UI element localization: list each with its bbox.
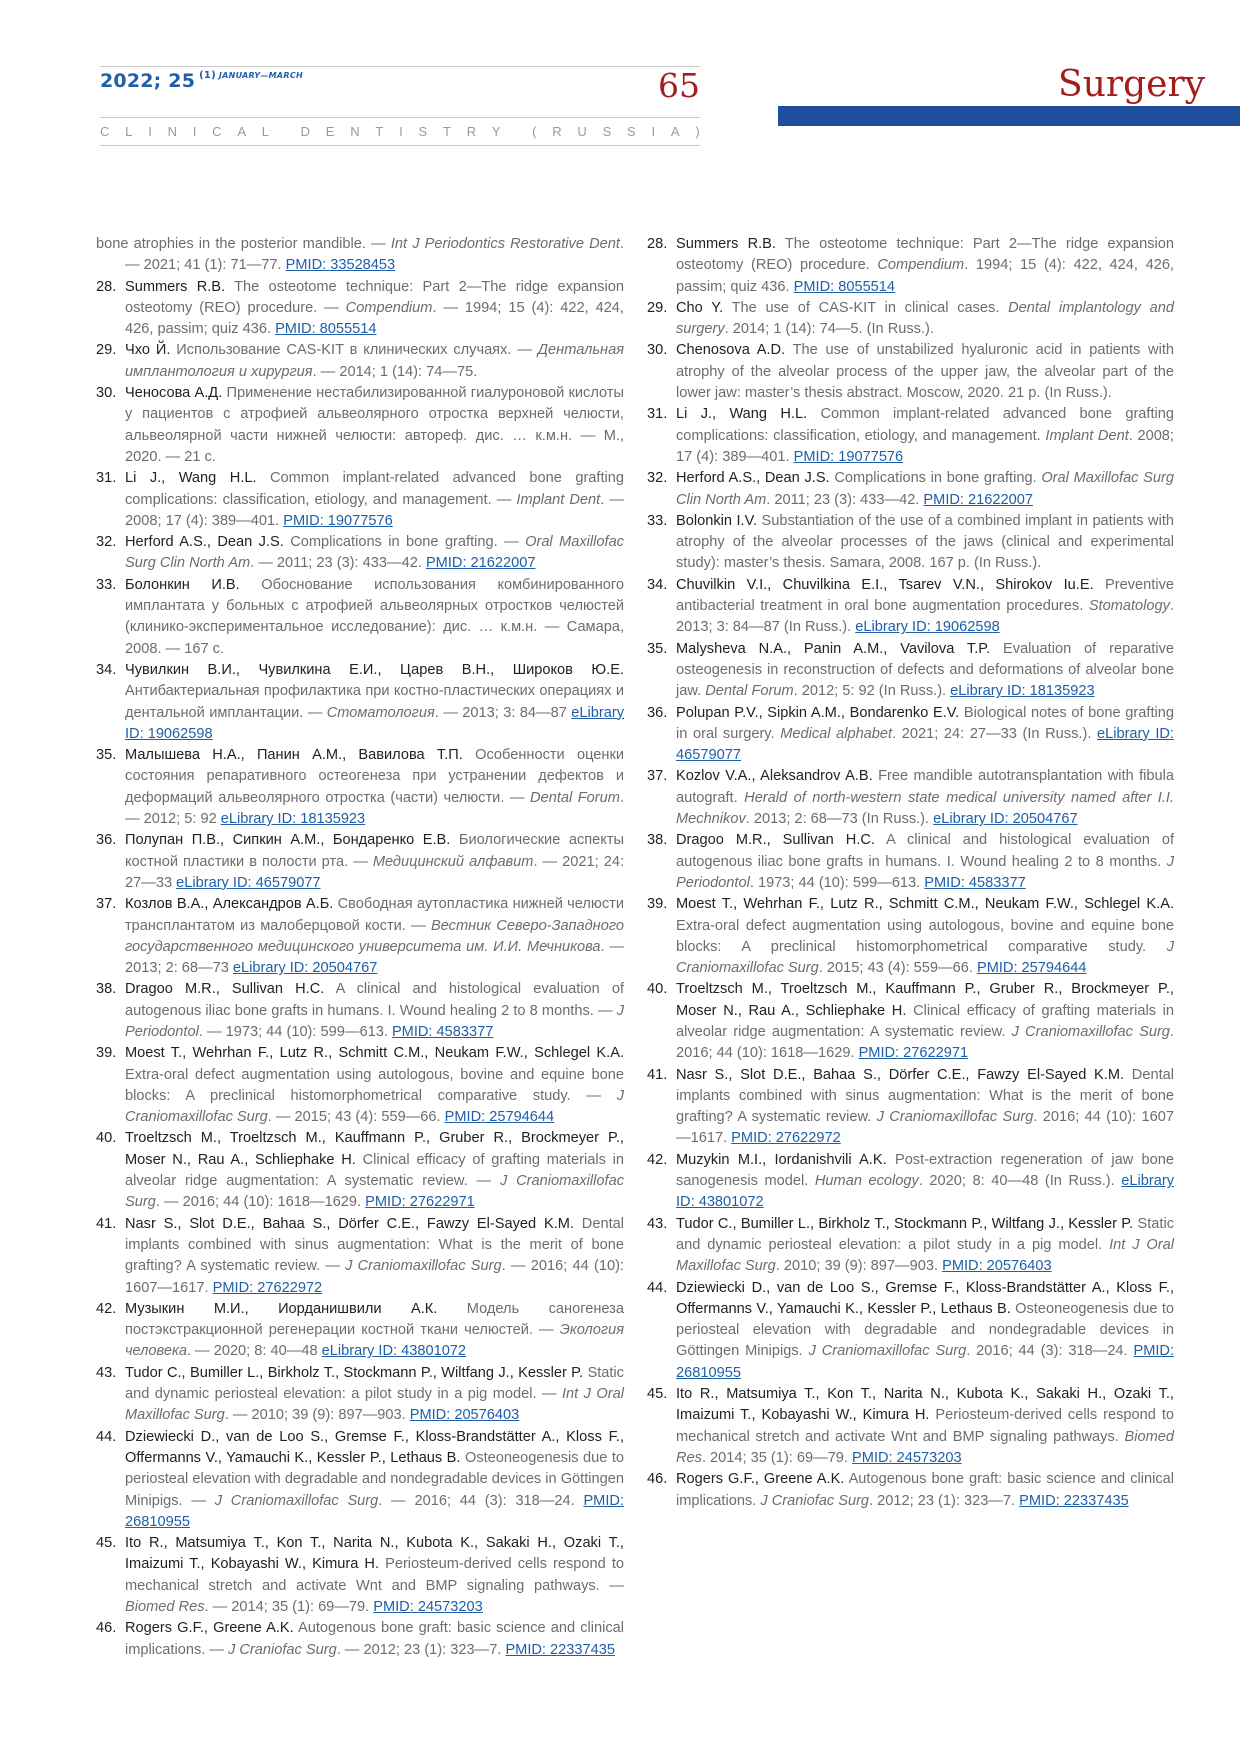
reference-details: . — 2014; 35 (1): 69—79. bbox=[204, 1599, 374, 1615]
reference-link[interactable]: PMID: 33528453 bbox=[285, 257, 396, 274]
reference-link[interactable]: PMID: 21622007 bbox=[923, 491, 1033, 508]
reference-number: 44. bbox=[96, 1428, 117, 1445]
reference-item bbox=[647, 511, 1174, 575]
reference-number: 38. bbox=[647, 832, 668, 849]
reference-source: Oral Maxillofac Surg Clin North Am bbox=[125, 534, 624, 572]
reference-authors: Kozlov V.A., Aleksandrov A.B. bbox=[676, 768, 873, 785]
reference-source: Implant Dent bbox=[516, 491, 601, 508]
reference-details: . 2010; 39 (9): 897—903. bbox=[775, 1258, 943, 1275]
reference-details: . 2012; 23 (1): 323—7. bbox=[869, 1492, 1020, 1509]
reference-authors: Болонкин И.В. bbox=[125, 576, 240, 593]
reference-source: Compendium bbox=[345, 299, 433, 316]
reference-authors: Li J., Wang H.L. bbox=[125, 470, 257, 487]
reference-details: . — 2016; 44 (10): 1618—1629. bbox=[155, 1194, 366, 1211]
reference-item bbox=[96, 1533, 624, 1618]
reference-authors: Chuvilkin V.I., Chuvilkina E.I., Tsarev V.N., Shirokov Iu.E. bbox=[676, 576, 1094, 593]
reference-authors: Cho Y. bbox=[676, 299, 724, 316]
reference-source: Dental implantology and surgery bbox=[676, 299, 1174, 338]
reference-title: Static and dynamic periosteal elevation: a pilot study in a pig model. bbox=[676, 1215, 1174, 1253]
reference-title: Osteoneogenesis due to periosteal elevation with degradable and nondegradable devices in Göttingen Minipigs. bbox=[676, 1300, 1174, 1360]
reference-item bbox=[647, 979, 1174, 1064]
journal-name-letter: U bbox=[577, 124, 587, 139]
reference-details: . — 2010; 39 (9): 897—903. bbox=[224, 1407, 410, 1424]
reference-link[interactable]: PMID: 25794644 bbox=[444, 1109, 555, 1126]
reference-number: 39. bbox=[647, 896, 668, 913]
reference-item bbox=[96, 1618, 624, 1661]
reference-source: J Craniofac Surg bbox=[760, 1492, 870, 1509]
reference-number: 31. bbox=[647, 406, 668, 423]
journal-name bbox=[100, 124, 700, 139]
reference-source: Стоматология bbox=[326, 704, 435, 721]
journal-name-letter: T bbox=[442, 124, 451, 139]
reference-item bbox=[647, 234, 1174, 298]
reference-title: Preventive antibacterial treatment in oral bone augmentation procedures. bbox=[676, 576, 1174, 615]
reference-authors: Malysheva N.A., Panin A.M., Vavilova T.P. bbox=[676, 640, 991, 657]
reference-title: bone atrophies in the posterior mandible. — bbox=[96, 236, 391, 252]
reference-authors: Dziewiecki D., van de Loo S., Gremse F., Kloss-Brandstätter A., Kloss F., Offermanns V., Yamauchi K., Kessler P., Lethaus B. bbox=[125, 1428, 624, 1466]
reference-source: J Craniomaxillofac Surg bbox=[125, 1087, 624, 1126]
journal-name-letter: ) bbox=[695, 124, 700, 139]
reference-authors: Полупан П.В., Сипкин А.М., Бондаренко Е.В. bbox=[125, 832, 451, 849]
journal-name-letter: D bbox=[300, 124, 310, 139]
reference-link[interactable]: eLibrary ID: 43801072 bbox=[676, 1173, 1175, 1211]
reference-authors: Li J., Wang H.L. bbox=[676, 406, 808, 423]
reference-number: 43. bbox=[647, 1215, 668, 1232]
reference-source: Дентальная имплантология и хирургия bbox=[125, 342, 624, 380]
reference-number: 34. bbox=[647, 576, 668, 593]
reference-item bbox=[96, 745, 624, 830]
reference-link[interactable]: PMID: 22337435 bbox=[1019, 1492, 1129, 1509]
reference-item bbox=[647, 1065, 1174, 1150]
reference-item bbox=[647, 766, 1174, 830]
reference-link[interactable]: PMID: 27622972 bbox=[731, 1130, 841, 1147]
reference-source: J Craniomaxillofac Surg bbox=[125, 1173, 624, 1211]
issue-months: JANUARY—MARCH bbox=[218, 71, 304, 80]
reference-number: 36. bbox=[96, 832, 117, 849]
reference-title: The osteotome technique: Part 2—The ridge expansion osteotomy (REO) procedure. — bbox=[125, 278, 624, 316]
reference-item bbox=[647, 340, 1174, 404]
reference-details: . 2013; 3: 84—87 (In Russ.). bbox=[676, 598, 1174, 636]
reference-link[interactable]: PMID: 22337435 bbox=[505, 1641, 615, 1658]
reference-details: . 2016; 44 (10): 1618—1629. bbox=[676, 1023, 1174, 1062]
reference-details: . — 1973; 44 (10): 599—613. bbox=[198, 1023, 392, 1040]
reference-link[interactable]: PMID: 8055514 bbox=[275, 321, 377, 338]
reference-authors: Summers R.B. bbox=[676, 236, 776, 252]
reference-number: 42. bbox=[96, 1300, 117, 1317]
reference-authors: Ito R., Matsumiya T., Kon T., Narita N., Kubota K., Sakaki H., Ozaki T., Imaizumi T., Kobayashi W., Kimura H. bbox=[125, 1535, 624, 1573]
header-middle-rule bbox=[100, 117, 700, 118]
reference-link[interactable]: PMID: 21622007 bbox=[425, 555, 536, 572]
reference-source: J Craniofac Surg bbox=[228, 1641, 337, 1658]
reference-details: . — 2016; 44 (3): 318—24. bbox=[378, 1492, 584, 1509]
reference-item bbox=[96, 1128, 624, 1213]
reference-authors: Nasr S., Slot D.E., Bahaa S., Dörfer C.E., Fawzy El-Sayed K.M. bbox=[676, 1066, 1125, 1083]
journal-name-letter: S bbox=[627, 124, 636, 139]
reference-link[interactable]: PMID: 26810955 bbox=[125, 1492, 624, 1530]
reference-number: 28. bbox=[96, 278, 117, 295]
reference-authors: Малышева Н.А., Панин А.М., Вавилова Т.П. bbox=[125, 747, 463, 764]
reference-authors: Dragoo M.R., Sullivan H.C. bbox=[676, 832, 875, 849]
reference-title: Evaluation of reparative osteogenesis in reconstruction of defects and deformations of alveolar bone jaw. bbox=[676, 640, 1174, 700]
reference-source: Dental Forum bbox=[530, 789, 620, 806]
reference-title: Free mandible autotransplantation with fibula autograft. bbox=[676, 768, 1174, 806]
reference-details: . — 2012; 5: 92 bbox=[125, 789, 624, 828]
reference-source: Human ecology bbox=[814, 1173, 919, 1190]
reference-link[interactable]: PMID: 19077576 bbox=[793, 448, 904, 465]
reference-details: . — 2016; 44 (10): 1607—1617. bbox=[125, 1258, 624, 1296]
journal-name-letter: R bbox=[466, 124, 477, 139]
reference-item bbox=[96, 277, 624, 341]
reference-number: 35. bbox=[647, 640, 668, 657]
journal-name-letter: ( bbox=[532, 124, 537, 139]
reference-number: 33. bbox=[96, 576, 117, 593]
reference-number: 37. bbox=[96, 896, 117, 913]
reference-item bbox=[96, 532, 624, 575]
reference-item bbox=[647, 1384, 1174, 1469]
reference-title: Свободная аутопластика нижней челюсти трансплантатом из малоберцовой кости. — bbox=[125, 896, 624, 934]
reference-source: Compendium bbox=[877, 257, 965, 274]
reference-details: . — 2020; 8: 40—48 bbox=[186, 1343, 322, 1360]
reference-title: Использование CAS-KIT в клинических случаях. — bbox=[170, 342, 538, 359]
reference-number: 32. bbox=[96, 534, 117, 551]
reference-details: . 2021; 24: 27—33 (In Russ.). bbox=[892, 725, 1097, 742]
reference-number: 37. bbox=[647, 768, 668, 785]
reference-number: 35. bbox=[96, 747, 117, 764]
reference-item bbox=[647, 703, 1174, 767]
reference-details: . — 2012; 23 (1): 323—7. bbox=[336, 1641, 506, 1658]
reference-item bbox=[647, 1214, 1174, 1278]
reference-title: Periosteum-derived cells respond to mechanical stretch and activate Wnt and BMP signaling pathways. bbox=[676, 1407, 1174, 1445]
reference-link[interactable]: PMID: 4583377 bbox=[391, 1023, 494, 1040]
reference-item bbox=[96, 1427, 624, 1533]
journal-name-letter: C bbox=[212, 124, 222, 139]
reference-link[interactable]: PMID: 24573203 bbox=[852, 1449, 962, 1466]
reference-link[interactable]: PMID: 20576403 bbox=[942, 1258, 1052, 1275]
reference-authors: Troeltzsch M., Troeltzsch M., Kauffmann P., Gruber R., Brockmeyer P., Moser N., Rau A., Schliephake H. bbox=[125, 1130, 624, 1168]
reference-item bbox=[96, 383, 624, 468]
reference-details: . — 2013; 3: 84—87 bbox=[434, 704, 572, 721]
reference-source: J Craniomaxillofac Surg bbox=[1011, 1023, 1170, 1040]
reference-number: 40. bbox=[647, 981, 668, 998]
reference-title: Common implant-related advanced bone grafting complications: classification, etiology, and management. — bbox=[125, 470, 625, 508]
reference-title: Антибактериальная профилактика при костно-пластических операциях и дентальной имплантации. — bbox=[125, 683, 624, 721]
reference-source: Biomed Res bbox=[676, 1428, 1174, 1466]
reference-number: 42. bbox=[647, 1151, 668, 1168]
reference-details: . — 2015; 43 (4): 559—66. bbox=[267, 1109, 445, 1126]
journal-name-letter: A bbox=[237, 124, 247, 139]
reference-number: 31. bbox=[96, 470, 117, 487]
reference-authors: Rogers G.F., Greene A.K. bbox=[676, 1471, 845, 1488]
reference-details: . 1994; 15 (4): 422, 424, 426, passim; quiz 436. bbox=[676, 257, 1174, 295]
reference-authors: Музыкин М.И., Иорданишвили А.К. bbox=[125, 1300, 438, 1317]
reference-link[interactable]: eLibrary ID: 46579077 bbox=[176, 874, 321, 891]
reference-item bbox=[647, 575, 1174, 639]
journal-name-letter: C bbox=[100, 124, 110, 139]
reference-title: Extra-oral defect augmentation using autologous, bovine and equine bone blocks: A preclinical histomorphometrical comparative study. bbox=[676, 917, 1174, 955]
reference-item bbox=[647, 1469, 1174, 1512]
reference-item bbox=[96, 468, 624, 532]
reference-link[interactable]: PMID: 19077576 bbox=[283, 512, 393, 529]
reference-title: The use of CAS-KIT in clinical cases. bbox=[723, 299, 1009, 316]
reference-details: . 2016; 44 (3): 318—24. bbox=[966, 1343, 1134, 1360]
reference-link[interactable]: eLibrary ID: 18135923 bbox=[950, 683, 1095, 700]
journal-name-letter: A bbox=[670, 124, 680, 139]
journal-name-letter: S bbox=[418, 124, 428, 139]
reference-source: Stomatology bbox=[1088, 598, 1170, 615]
reference-title: Substantiation of the use of a combined implant in patients with atrophy of the alveolar processes of the jaws (clinical and experimental study): master’s thesis. Samara, 2008. 167 p. (In Russ.). bbox=[676, 512, 1175, 572]
reference-number: 45. bbox=[96, 1535, 117, 1552]
reference-item bbox=[647, 468, 1174, 511]
reference-title: A clinical and histological evaluation of autogenous iliac bone grafts in humans. I. Wound healing 2 to 8 months. bbox=[676, 832, 1174, 870]
reference-details: . — 2011; 23 (3): 433—42. bbox=[250, 555, 426, 572]
reference-source: J Craniomaxillofac Surg bbox=[345, 1258, 502, 1275]
issue-year-volume: 2022; 25 bbox=[100, 70, 196, 92]
reference-title: Biological notes of bone grafting in oral surgery. bbox=[676, 704, 1174, 742]
reference-title: Dental implants combined with sinus augmentation: What is the merit of bone grafting? A systematic review. bbox=[676, 1066, 1174, 1126]
reference-details: . — 2021; 41 (1): 71—77. bbox=[125, 236, 624, 274]
reference-title: Dental implants combined with sinus augmentation: What is the merit of bone grafting? A systematic review. — bbox=[125, 1215, 624, 1275]
reference-authors: Ченосова А.Д. bbox=[125, 385, 223, 402]
reference-details: . 1973; 44 (10): 599—613. bbox=[749, 874, 925, 891]
reference-source: J Craniomaxillofac Surg bbox=[876, 1109, 1034, 1126]
reference-number: 40. bbox=[96, 1130, 117, 1147]
reference-source: Медицинский алфавит bbox=[372, 853, 534, 870]
reference-item bbox=[96, 1363, 624, 1427]
reference-title: Autogenous bone graft: basic science and clinical implications. bbox=[676, 1471, 1174, 1509]
reference-authors: Чхо Й. bbox=[125, 342, 171, 359]
reference-title: Post-extraction regeneration of jaw bone sanogenesis model. bbox=[676, 1151, 1174, 1190]
journal-name-letter: L bbox=[125, 124, 133, 139]
reference-item bbox=[96, 1043, 624, 1128]
page-number: 65 bbox=[658, 66, 700, 105]
journal-name-letter: I bbox=[192, 124, 197, 139]
reference-link[interactable]: PMID: 27622971 bbox=[365, 1194, 475, 1211]
journal-name-letter: N bbox=[350, 124, 360, 139]
reference-authors: Nasr S., Slot D.E., Bahaa S., Dörfer C.E., Fawzy El-Sayed K.M. bbox=[125, 1215, 574, 1232]
references-russian-column bbox=[96, 234, 624, 1661]
journal-name-letter: L bbox=[261, 124, 270, 139]
reference-title: Clinical efficacy of grafting materials in alveolar ridge augmentation: A systematic review. — bbox=[125, 1151, 625, 1190]
reference-item bbox=[96, 1299, 624, 1363]
reference-source: J Periodontol bbox=[676, 853, 1174, 891]
reference-details: . — 1994; 15 (4): 422, 424, 426, passim; quiz 436. bbox=[125, 299, 624, 338]
reference-item bbox=[647, 1278, 1174, 1384]
reference-number: 30. bbox=[647, 342, 668, 359]
reference-number: 43. bbox=[96, 1364, 117, 1381]
reference-source: Oral Maxillofac Surg Clin North Am bbox=[676, 470, 1175, 508]
reference-item bbox=[647, 830, 1174, 894]
reference-title: Clinical efficacy of grafting materials in alveolar ridge augmentation: A systematic review. bbox=[676, 1002, 1175, 1040]
reference-authors: Tudor C., Bumiller L., Birkholz T., Stockmann P., Wiltfang J., Kessler P. bbox=[676, 1215, 1134, 1232]
reference-details: . 2011; 23 (3): 433—42. bbox=[766, 491, 924, 508]
reference-item bbox=[96, 575, 624, 660]
issue-label bbox=[100, 70, 303, 92]
reference-item bbox=[647, 298, 1174, 341]
journal-name-letter: R bbox=[552, 124, 562, 139]
reference-authors: Rogers G.F., Greene A.K. bbox=[125, 1620, 294, 1637]
reference-authors: Tudor C., Bumiller L., Birkholz T., Stockmann P., Wiltfang J., Kessler P. bbox=[125, 1364, 584, 1381]
reference-source: Int J Oral Maxillofac Surg bbox=[125, 1386, 624, 1424]
journal-name-letter: S bbox=[602, 124, 612, 139]
reference-item bbox=[96, 1214, 624, 1299]
reference-source: Herald of north-western state medical university named after I.I. Mechnikov bbox=[676, 789, 1175, 828]
reference-number: 38. bbox=[96, 981, 117, 998]
reference-title: Osteoneogenesis due to periosteal elevation with degradable and nondegradable devices in Göttingen Minipigs. — bbox=[125, 1449, 624, 1509]
reference-title: Модель саногенеза постэкстракционной регенерации костной ткани челюстей. — bbox=[125, 1300, 624, 1339]
reference-item bbox=[96, 660, 624, 745]
reference-authors: Summers R.B. bbox=[125, 278, 226, 295]
journal-name-letter: I bbox=[651, 124, 656, 139]
reference-number: 46. bbox=[96, 1620, 117, 1637]
reference-details: . — 2008; 17 (4): 389—401. bbox=[125, 491, 625, 529]
reference-details: . 2020; 8: 40—48 (In Russ.). bbox=[918, 1173, 1122, 1190]
reference-number: 29. bbox=[96, 342, 117, 359]
reference-link[interactable]: eLibrary ID: 46579077 bbox=[676, 725, 1174, 764]
reference-source: J Craniomaxillofac Surg bbox=[214, 1492, 379, 1509]
journal-name-letter: Y bbox=[491, 124, 501, 139]
reference-link[interactable]: PMID: 8055514 bbox=[793, 278, 896, 295]
header-bottom-rule bbox=[100, 145, 700, 146]
reference-link[interactable]: eLibrary ID: 20504767 bbox=[232, 960, 378, 977]
reference-authors: Herford A.S., Dean J.S. bbox=[125, 534, 284, 551]
reference-title: Обоснование использования комбинированного имплантата у больных с атрофией альвеолярных отростков челюстей (клинико-экспериментальное исследование): дис. … к.м.н. — Самара, 2008. — 167 с. bbox=[125, 576, 624, 657]
reference-title: Complications in bone grafting. — bbox=[283, 534, 526, 551]
reference-link[interactable]: PMID: 4583377 bbox=[924, 874, 1026, 891]
reference-number: 34. bbox=[96, 661, 117, 678]
reference-authors: Moest T., Wehrhan F., Lutz R., Schmitt C.M., Neukam F.W., Schlegel K.A. bbox=[125, 1045, 624, 1062]
reference-details: . 2012; 5: 92 (In Russ.). bbox=[793, 683, 951, 700]
reference-source: Medical alphabet bbox=[780, 725, 893, 742]
reference-details: . 2016; 44 (10): 1607—1617. bbox=[676, 1109, 1175, 1147]
journal-name-letter: E bbox=[325, 124, 335, 139]
reference-number: 39. bbox=[96, 1045, 117, 1062]
reference-authors: Bolonkin I.V. bbox=[676, 512, 758, 529]
reference-item bbox=[96, 894, 624, 979]
reference-details: . — 2013; 2: 68—73 bbox=[125, 938, 625, 977]
reference-authors: Muzykin M.I., Iordanishvili A.K. bbox=[676, 1151, 887, 1168]
journal-name-letter: T bbox=[375, 124, 384, 139]
reference-authors: Herford A.S., Dean J.S. bbox=[676, 470, 830, 487]
reference-source: Экология человека bbox=[125, 1322, 624, 1360]
reference-details: . 2014; 35 (1): 69—79. bbox=[701, 1449, 853, 1466]
reference-title: Биологические аспекты костной пластики в полости рта. — bbox=[125, 832, 625, 870]
reference-authors: Чувилкин В.И., Чувилкина Е.И., Царев В.Н., Широков Ю.Е. bbox=[125, 661, 624, 678]
reference-authors: Ito R., Matsumiya T., Kon T., Narita N., Kubota K., Sakaki H., Ozaki T., Imaizumi T., Kobayashi W., Kimura H. bbox=[676, 1386, 1174, 1424]
references-english-column bbox=[647, 234, 1174, 1512]
reference-title: Periosteum-derived cells respond to mechanical stretch and activate Wnt and BMP signaling pathways. — bbox=[125, 1556, 624, 1594]
reference-number: 46. bbox=[647, 1471, 668, 1488]
reference-source: J Craniomaxillofac Surg bbox=[676, 938, 1174, 977]
issue-number: (1) bbox=[199, 70, 216, 81]
reference-link[interactable]: PMID: 20576403 bbox=[409, 1407, 520, 1424]
reference-title: Autogenous bone graft: basic science and clinical implications. — bbox=[125, 1620, 624, 1658]
reference-link[interactable]: eLibrary ID: 18135923 bbox=[220, 811, 366, 828]
reference-number: 36. bbox=[647, 704, 668, 721]
reference-details: . — 2014; 1 (14): 74—75. bbox=[312, 363, 478, 380]
reference-link[interactable]: eLibrary ID: 19062598 bbox=[855, 619, 1000, 636]
reference-number: 33. bbox=[647, 512, 668, 529]
reference-source: J Periodontol bbox=[125, 1002, 624, 1040]
reference-details: . 2015; 43 (4): 559—66. bbox=[818, 960, 977, 977]
reference-details: . 2014; 1 (14): 74—5. (In Russ.). bbox=[724, 321, 934, 338]
reference-number: 29. bbox=[647, 299, 668, 316]
reference-number: 45. bbox=[647, 1386, 668, 1403]
reference-link[interactable]: PMID: 27622971 bbox=[858, 1045, 969, 1062]
reference-item bbox=[647, 1150, 1174, 1214]
reference-details: . 2008; 17 (4): 389—401. bbox=[676, 427, 1174, 465]
reference-source: J Craniomaxillofac Surg bbox=[808, 1343, 967, 1360]
reference-number: 41. bbox=[96, 1215, 117, 1232]
reference-item bbox=[96, 830, 624, 894]
reference-link[interactable]: eLibrary ID: 19062598 bbox=[125, 704, 625, 742]
reference-details: . — 2021; 24: 27—33 bbox=[125, 853, 625, 891]
reference-title: The use of unstabilized hyaluronic acid in patients with atrophy of the alveolar process of the upper jaw, the alveolar part of the lower jaw: master’s thesis abstract. Moscow, 2020. 21 p. (In Russ.). bbox=[676, 342, 1174, 402]
reference-link[interactable]: PMID: 24573203 bbox=[373, 1599, 483, 1615]
reference-link[interactable]: PMID: 26810955 bbox=[676, 1343, 1175, 1381]
reference-item bbox=[647, 894, 1174, 979]
reference-title: Complications in bone grafting. bbox=[829, 470, 1042, 487]
reference-source: Вестник Северо-Западного государственного медицинского университета им. И.И. Мечникова bbox=[125, 917, 624, 955]
reference-link[interactable]: PMID: 27622972 bbox=[212, 1279, 323, 1296]
reference-authors: Polupan P.V., Sipkin A.M., Bondarenko E.V. bbox=[676, 704, 960, 721]
reference-source: Int J Periodontics Restorative Dent bbox=[390, 236, 620, 252]
reference-number: 28. bbox=[647, 236, 668, 252]
reference-number: 44. bbox=[647, 1279, 668, 1296]
reference-item bbox=[96, 234, 624, 277]
reference-title: Extra-oral defect augmentation using autologous, bovine and equine bone blocks: A preclinical histomorphometrical comparative study. — bbox=[125, 1066, 624, 1104]
reference-number: 32. bbox=[647, 470, 668, 487]
reference-number: 41. bbox=[647, 1066, 668, 1083]
reference-authors: Moest T., Wehrhan F., Lutz R., Schmitt C.M., Neukam F.W., Schlegel K.A. bbox=[676, 896, 1174, 913]
reference-source: Int J Oral Maxillofac Surg bbox=[676, 1236, 1174, 1275]
reference-title: Static and dynamic periosteal elevation: a pilot study in a pig model. — bbox=[125, 1364, 624, 1403]
reference-number: 30. bbox=[96, 385, 117, 402]
reference-title: Common implant-related advanced bone grafting complications: classification, etiology, and management. bbox=[676, 406, 1175, 444]
reference-item bbox=[647, 639, 1174, 703]
reference-authors: Козлов В.А., Александров А.Б. bbox=[125, 896, 334, 913]
reference-link[interactable]: eLibrary ID: 43801072 bbox=[321, 1343, 467, 1360]
journal-name-letter: I bbox=[399, 124, 403, 139]
section-title: Surgery bbox=[1058, 64, 1205, 105]
reference-item bbox=[647, 404, 1174, 468]
reference-item bbox=[96, 979, 624, 1043]
reference-title: Применение нестабилизированной гиалуроновой кислоты у пациентов с атрофией альвеолярного отростка верхней челюсти, альвеолярной части нижней челюсти: автореф. дис. … к.м.н. — М., 2020. — 21 с. bbox=[125, 385, 624, 465]
reference-item bbox=[96, 340, 624, 383]
reference-authors: Dziewiecki D., van de Loo S., Gremse F., Kloss-Brandstätter A., Kloss F., Offermanns V., Yamauchi K., Kessler P., Lethaus B. bbox=[676, 1279, 1174, 1317]
reference-title: The osteotome technique: Part 2—The ridge expansion osteotomy (REO) procedure. bbox=[676, 236, 1174, 274]
reference-authors: Chenosova A.D. bbox=[676, 342, 786, 359]
journal-name-letter: N bbox=[167, 124, 177, 139]
reference-title: A clinical and histological evaluation of autogenous iliac bone grafts in humans. I. Wound healing 2 to 8 months. — bbox=[125, 981, 625, 1019]
reference-link[interactable]: PMID: 25794644 bbox=[976, 960, 1087, 977]
reference-source: Dental Forum bbox=[705, 683, 794, 700]
reference-authors: Dragoo M.R., Sullivan H.C. bbox=[125, 981, 325, 998]
journal-name-letter: I bbox=[148, 124, 152, 139]
reference-details: . 2013; 2: 68—73 (In Russ.). bbox=[745, 811, 934, 828]
reference-link[interactable]: eLibrary ID: 20504767 bbox=[933, 811, 1078, 828]
reference-source: Biomed Res bbox=[125, 1599, 205, 1615]
reference-title: Особенности оценки состояния репаративного остеогенеза при устранении дефектов и деформаций альвеолярного отростка (части) челюсти. — bbox=[125, 747, 624, 806]
reference-authors: Troeltzsch M., Troeltzsch M., Kauffmann P., Gruber R., Brockmeyer P., Moser N., Rau A., Schliephake H. bbox=[676, 981, 1174, 1019]
section-color-bar bbox=[778, 106, 1240, 126]
reference-source: Implant Dent bbox=[1045, 427, 1129, 444]
